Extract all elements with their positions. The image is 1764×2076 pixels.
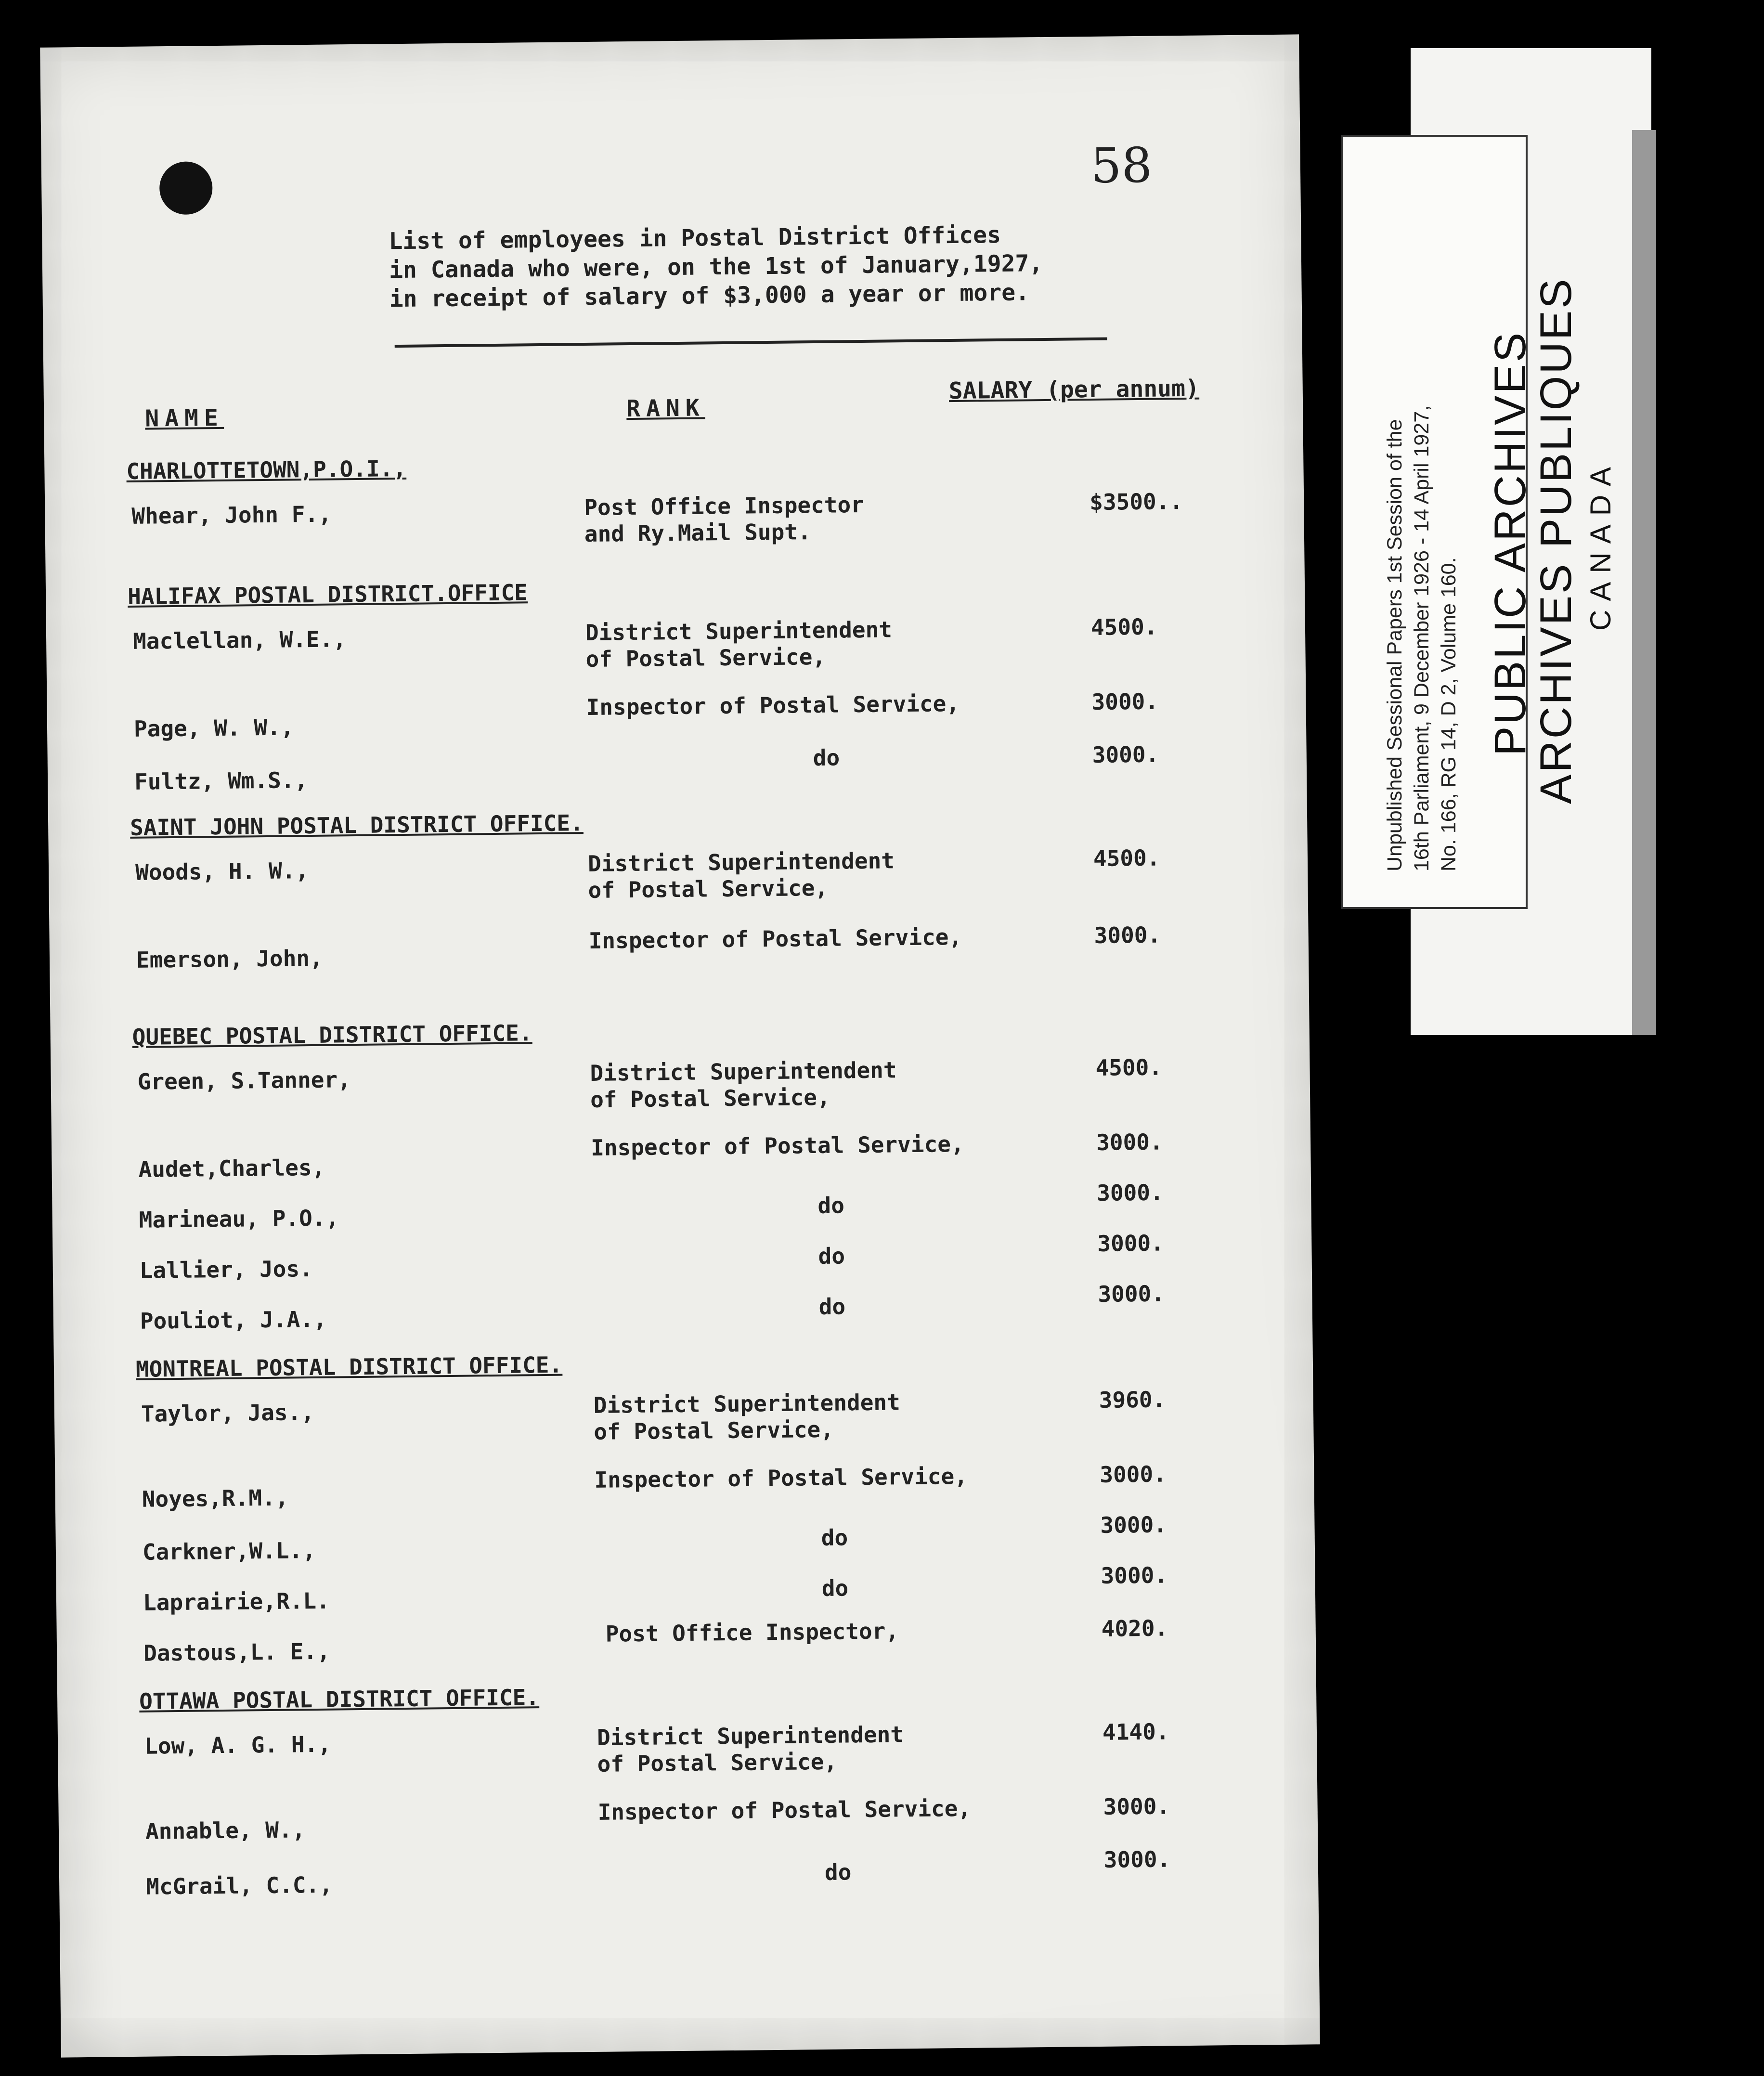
employee-salary: 3000. — [1100, 1461, 1167, 1488]
employee-row — [133, 613, 1241, 682]
employee-row — [143, 1614, 1251, 1684]
employee-salary: 4500. — [1090, 613, 1158, 641]
employee-row — [134, 740, 1242, 810]
employee-rank: Post Office Inspector, — [605, 1618, 899, 1647]
document-title — [389, 219, 1160, 313]
employee-salary: 3000. — [1103, 1846, 1171, 1873]
archive-citation — [1382, 405, 1463, 871]
archive-stamp-line-1: PUBLIC ARCHIVES — [1486, 330, 1535, 756]
employee-rank: District Superintendent of Postal Service, — [593, 1389, 901, 1445]
document-page — [40, 34, 1320, 2057]
employee-rank: District Superintendent of Postal Service, — [587, 847, 895, 904]
employee-name: Woods, H. W., — [135, 857, 309, 885]
employee-row — [136, 921, 1244, 990]
employee-rank: District Superintendent of Postal Service, — [585, 616, 893, 673]
employee-rank: District Superintendent of Postal Service, — [597, 1721, 904, 1778]
employee-salary: 3000. — [1094, 921, 1161, 948]
employee-name: Carkner,W.L., — [142, 1537, 316, 1565]
employee-rank: do — [821, 1575, 849, 1601]
employee-name: Lallier, Jos. — [139, 1256, 313, 1284]
employee-row — [137, 1053, 1245, 1123]
column-header-rank: RANK — [626, 394, 706, 423]
employee-row — [141, 1386, 1249, 1455]
employee-name: Dastous,L. E., — [143, 1638, 331, 1666]
employee-name: Fultz, Wm.S., — [134, 767, 308, 795]
employee-name: Maclellan, W.E., — [132, 626, 347, 654]
employee-salary: 4500. — [1095, 1054, 1163, 1081]
employee-salary: 4500. — [1093, 844, 1160, 871]
title-line: in receipt of salary of $3,000 a year or more. — [389, 279, 1030, 313]
section-heading: OTTAWA POSTAL DISTRICT OFFICE. — [139, 1684, 540, 1714]
employee-salary: 4020. — [1101, 1615, 1168, 1642]
employee-rank: do — [817, 1192, 845, 1219]
employee-rank: District Superintendent of Postal Service, — [590, 1057, 897, 1113]
employee-name: McGrail, C.C., — [145, 1871, 333, 1900]
employee-salary: 3000. — [1097, 1230, 1165, 1257]
column-header-name: NAME — [145, 404, 224, 432]
employee-row — [131, 488, 1239, 557]
employee-rank: Inspector of Postal Service, — [597, 1795, 972, 1825]
citation-line: No. 166, RG 14, D 2, Volume 160. — [1437, 557, 1460, 871]
employee-name: Page, W. W., — [133, 714, 294, 742]
employee-rank: Inspector of Postal Service, — [586, 690, 960, 721]
employee-salary: $3500.. — [1089, 488, 1183, 516]
employee-rank: Inspector of Postal Service, — [594, 1463, 968, 1493]
employee-rank: do — [813, 744, 840, 771]
employee-salary: 3960. — [1099, 1386, 1166, 1413]
employee-salary: 3000. — [1100, 1511, 1167, 1538]
employee-salary: 3000. — [1103, 1793, 1170, 1820]
employee-salary: 3000. — [1096, 1179, 1164, 1206]
employee-row — [144, 1718, 1252, 1787]
employee-row — [135, 844, 1243, 913]
employee-salary: 4140. — [1102, 1718, 1169, 1745]
employee-rank: Inspector of Postal Service, — [590, 1130, 964, 1161]
section-heading: SAINT JOHN POSTAL DISTRICT OFFICE. — [130, 810, 584, 841]
archive-label-shadow — [1632, 130, 1656, 1035]
section-heading: CHARLOTTETOWN,P.O.I., — [126, 455, 407, 484]
page-number: 58 — [1090, 137, 1153, 194]
employee-name: Green, S.Tanner, — [137, 1066, 351, 1095]
title-rule — [395, 337, 1107, 348]
employee-row — [146, 1845, 1254, 1915]
employee-salary: 3000. — [1101, 1562, 1168, 1589]
section-heading: MONTREAL POSTAL DISTRICT OFFICE. — [135, 1351, 563, 1382]
employee-rank: do — [818, 1293, 846, 1320]
employee-salary: 3000. — [1092, 741, 1159, 768]
citation-line: 16th Parliament, 9 December 1926 - 14 April 1927, — [1410, 405, 1433, 871]
archive-stamp-line-2: ARCHIVES PUBLIQUES — [1531, 277, 1581, 804]
section-heading: HALIFAX POSTAL DISTRICT.OFFICE — [127, 579, 528, 610]
employee-salary: 3000. — [1096, 1129, 1163, 1155]
employee-name: Laprairie,R.L. — [143, 1587, 330, 1616]
employee-rank: Inspector of Postal Service, — [588, 923, 962, 954]
archive-stamp-line-3: CANADA — [1584, 458, 1617, 631]
employee-salary: 3000. — [1098, 1280, 1165, 1307]
employee-row — [140, 1280, 1247, 1349]
employee-name: Taylor, Jas., — [141, 1399, 315, 1427]
employee-name: Audet,Charles, — [138, 1154, 325, 1182]
employee-name: Whear, John F., — [131, 501, 332, 529]
employee-name: Annable, W., — [145, 1816, 306, 1844]
employee-name: Marineau, P.O., — [139, 1205, 339, 1233]
employee-name: Emerson, John, — [136, 945, 324, 973]
title-line: List of employees in Postal District Offices — [389, 221, 1001, 255]
employee-rank: do — [821, 1524, 848, 1551]
employee-rank: do — [824, 1859, 852, 1885]
employee-rank: Post Office Inspector and Ry.Mail Supt. — [584, 491, 865, 547]
section-heading: QUEBEC POSTAL DISTRICT OFFICE. — [132, 1020, 532, 1050]
punch-hole — [159, 161, 213, 215]
column-header-salary: SALARY (per annum) — [948, 375, 1200, 405]
employee-salary: 3000. — [1091, 688, 1159, 715]
employee-name: Low, A. G. H., — [144, 1731, 332, 1759]
employee-rank: do — [818, 1243, 845, 1270]
title-line: in Canada who were, on the 1st of January,1927, — [389, 250, 1043, 284]
citation-line: Unpublished Sessional Papers 1st Session of the — [1383, 419, 1406, 871]
employee-name: Noyes,R.M., — [142, 1484, 289, 1512]
employee-name: Pouliot, J.A., — [140, 1306, 327, 1334]
